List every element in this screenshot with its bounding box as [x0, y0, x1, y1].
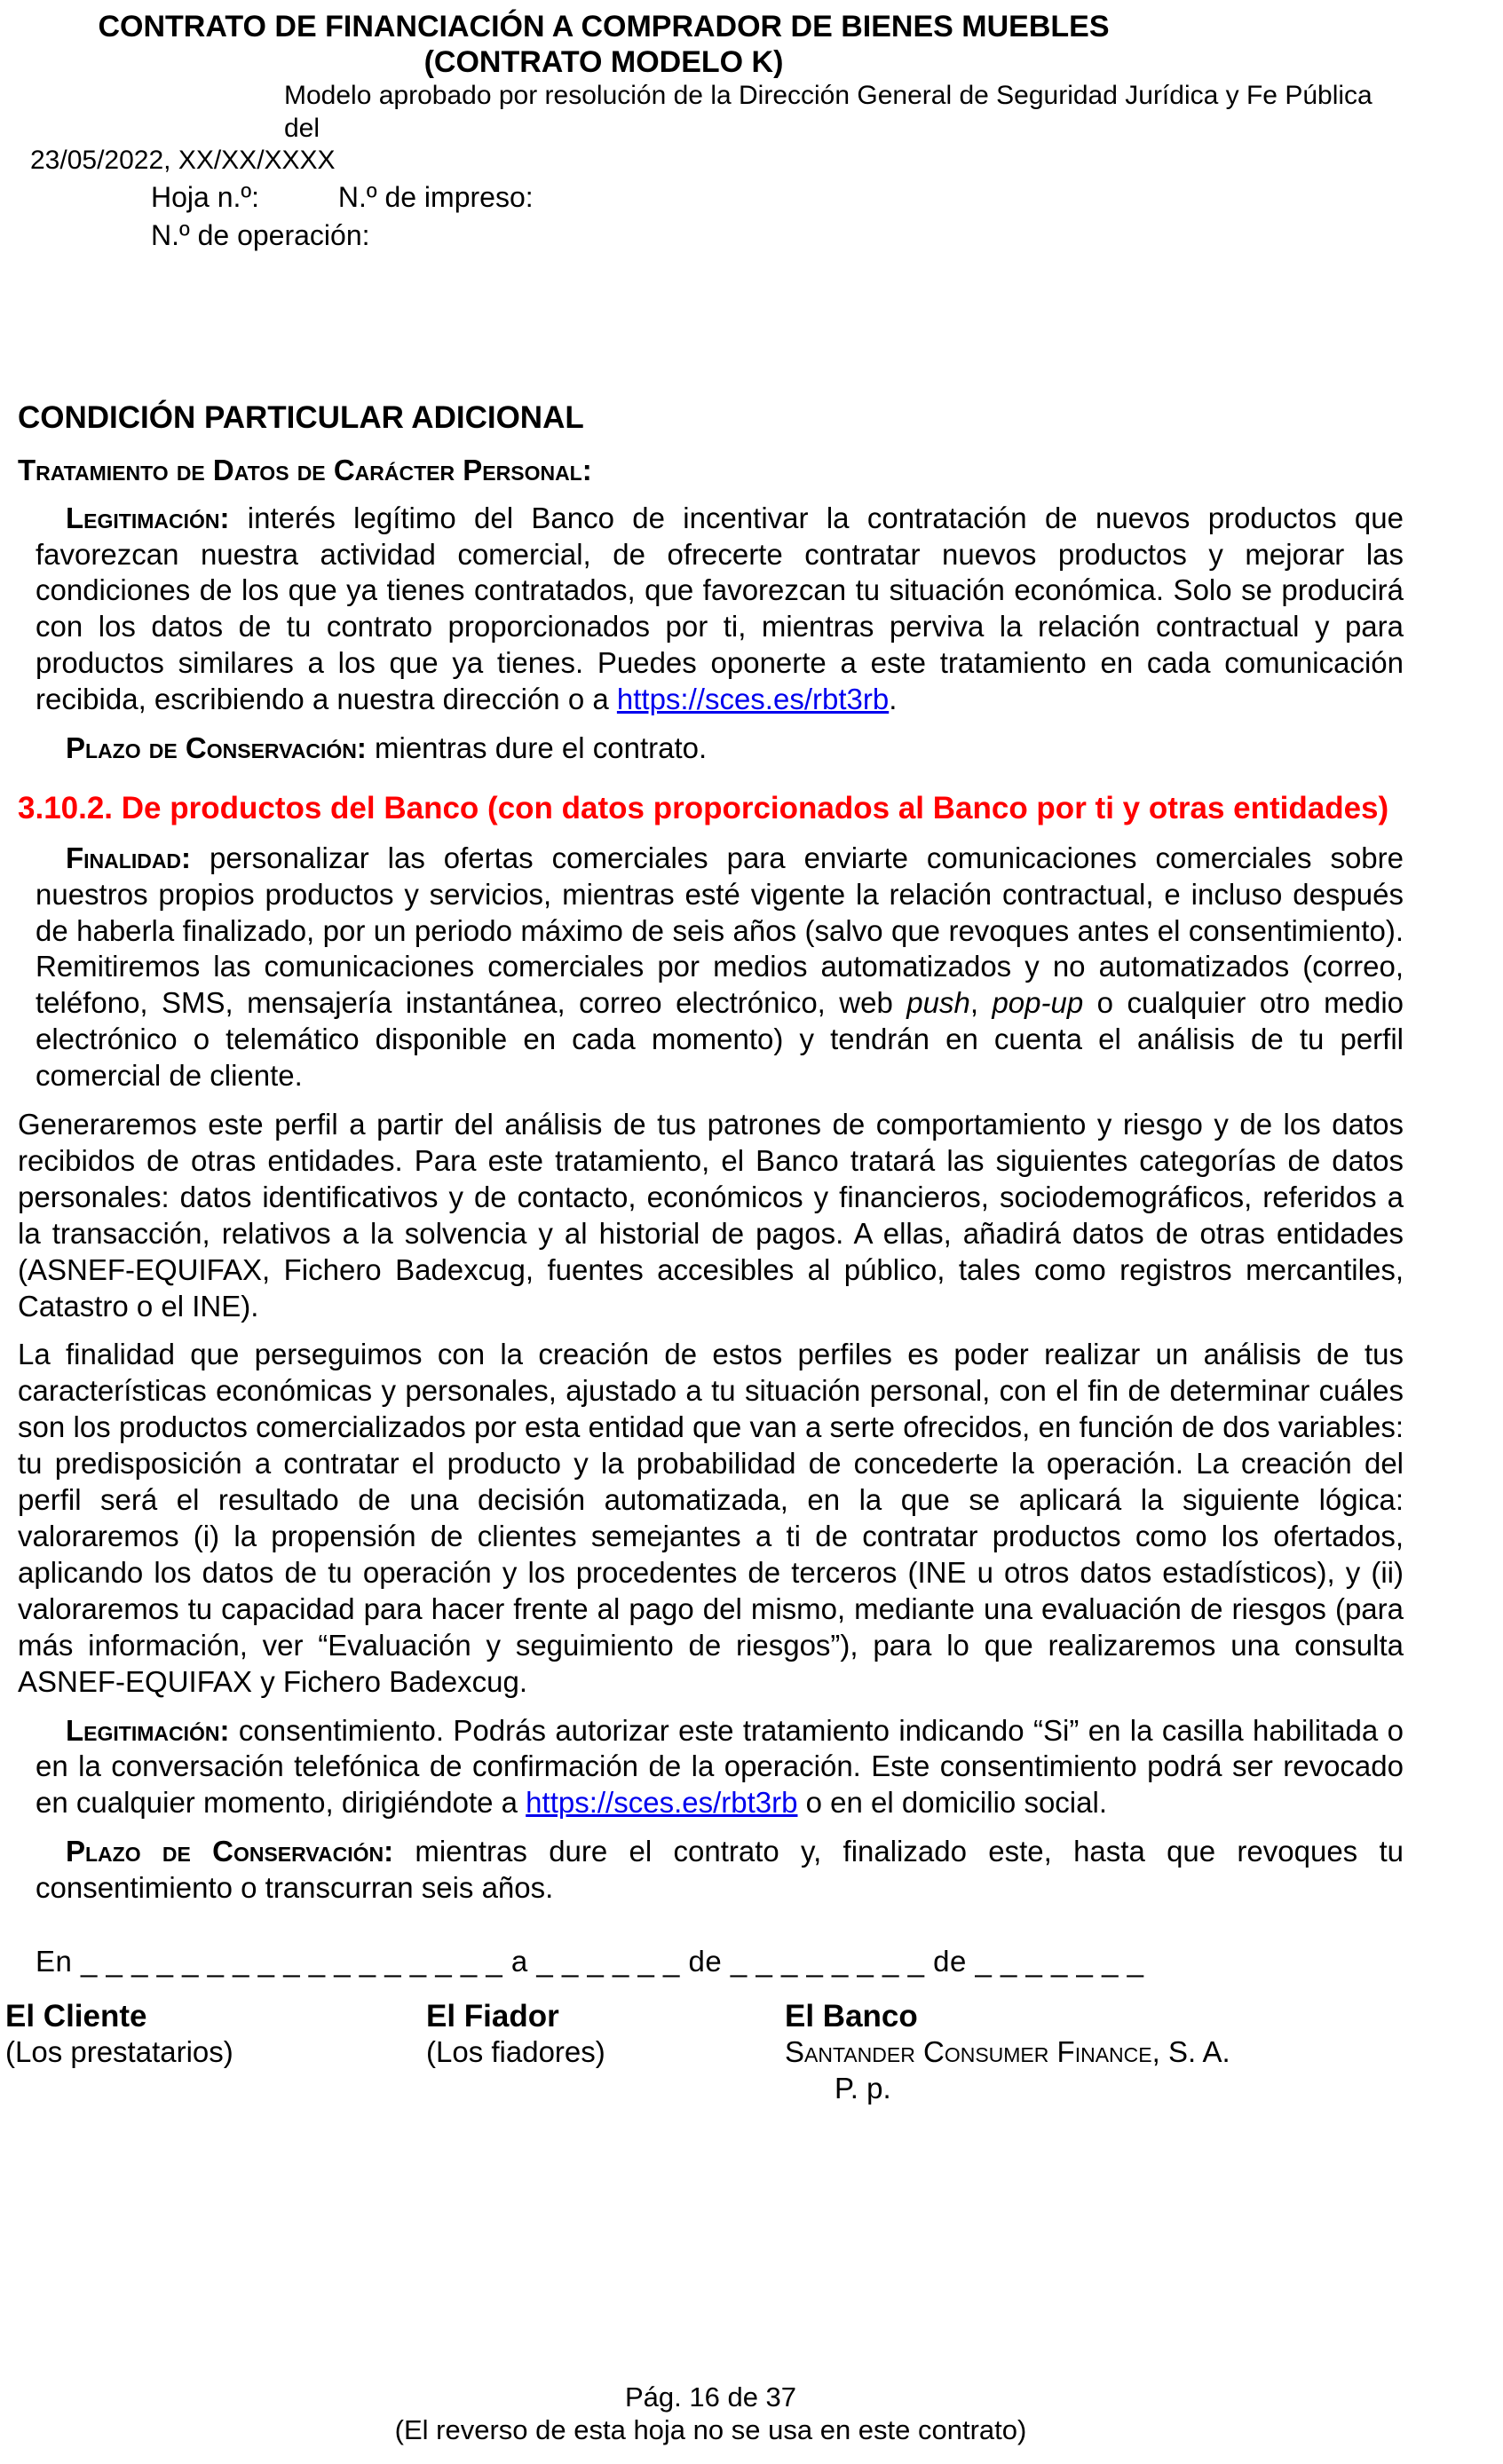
guarantor-title: El Fiador: [426, 1998, 559, 2034]
finalidad-label: Finalidad:: [66, 841, 192, 874]
paragraph-generaremos-perfil: Generaremos este perfil a partir del análisis de tus patrones de comportamiento y riesgo y de los datos recibidos de otras entidades. Para este tratamiento, el Banco tratará las siguientes categorías de datos personales: datos identificativos y de contacto, económicos y financieros, sociodemográficos, referidos a la transacción, relativos a la solvencia y al historial de pagos. A ellas, añadirá datos de otras entidades (ASNEF-EQUIFAX, Fichero Badexcug, fuentes accesibles al público, tales como registros mercantiles, Catastro o el INE).: [18, 1108, 1404, 1323]
client-title: El Cliente: [5, 1998, 147, 2034]
sces-link-2[interactable]: https://sces.es/rbt3rb: [526, 1786, 798, 1820]
sces-link-1[interactable]: https://sces.es/rbt3rb: [616, 683, 890, 716]
signature-block: [5, 1998, 1404, 2106]
page-footer: [18, 2381, 1404, 2446]
paragraph-finalidad-perfiles: La finalidad que perseguimos con la creación de estos perfiles es poder realizar un análisis de tus características económicas y personales, ajustado a tu situación personal, con el fin de determinar cuáles son los productos comercializados por esta entidad que van a serte ofrecidos, en función de dos variables: tu predisposición a contratar el producto y la probabilidad de concederte la operación. La creación del perfil será el resultado de una decisión automatizada, en la que se aplicará la siguiente lógica: valoraremos (i) la propensión de clientes semejantes a ti de contratar productos como los ofertados, aplicando los datos de tu operación y los procedentes de terceros (INE u otros datos estadísticos), y (ii) valoraremos tu capacidad para hacer frente al pago del mismo, mediante una evaluación de riesgos (para más información, ver “Evaluación y seguimiento de riesgos”), para lo que realizaremos una consulta ASNEF-EQUIFAX y Fichero Badexcug.: [18, 1338, 1404, 1698]
document-model-subtitle: (CONTRATO MODELO K): [423, 45, 784, 80]
paragraph-plazo-conservacion-1: [36, 731, 1404, 767]
signature-guarantor-column: [426, 1998, 785, 2106]
legitimacion-text-2: consentimiento. Podrás autorizar este tratamiento indicando “Si” en la casilla habilitada o en la conversación telefónica de confirmación de la operación. Este consentimiento podrá ser revocado en cualquier momento, dirigiéndote a: [36, 1713, 1404, 1820]
paragraph-legitimacion-1: [36, 501, 1404, 718]
bank-title: El Banco: [785, 1998, 918, 2034]
finalidad-italic-push: push: [906, 986, 970, 1020]
paragraph-finalidad: [36, 841, 1404, 1094]
plazo-label-1: Plazo de Conservación:: [66, 731, 367, 765]
guarantor-subtitle: (Los fiadores): [426, 2035, 605, 2069]
finalidad-text-2: ,: [969, 986, 993, 1020]
finalidad-text-3: o cualquier otro medio electrónico o telemático disponible en cada momento) y tendrán en cuenta el análisis de tu perfil comercial de cliente.: [36, 986, 1404, 1093]
section-title-condicion-particular: CONDICIÓN PARTICULAR ADICIONAL: [18, 400, 584, 436]
document-header: [18, 9, 1404, 253]
legitimacion-after-2: o en el domicilio social.: [797, 1786, 1107, 1820]
print-number-label: N.º de impreso:: [337, 181, 534, 213]
signature-bank-column: [785, 1998, 1404, 2106]
legitimacion-label-1: Legitimación:: [66, 501, 230, 534]
signature-client-column: [5, 1998, 426, 2106]
approval-date: 23/05/2022, XX/XX/XXXX: [30, 146, 336, 176]
approval-text: Modelo aprobado por resolución de la Dirección General de Seguridad Jurídica y Fe Pública del: [284, 81, 1372, 143]
paragraph-legitimacion-2: [36, 1713, 1404, 1822]
document-title-block: [18, 9, 1190, 80]
finalidad-text-1: personalizar las ofertas comerciales para enviarte comunicaciones comerciales sobre nuestros propios productos y servicios, mientras esté vigente la relación contractual, e incluso después de haberla finalizado, por un periodo máximo de seis años (salvo que revoques antes el consentimiento). Remitiremos las comunicaciones comerciales por medios automatizados y no automatizados (correo, teléfono, SMS, mensajería instantánea, correo electrónico, web: [36, 841, 1404, 1020]
bank-pp-label: P. p.: [835, 2071, 891, 2105]
plazo-text-2: mientras dure el contrato y, finalizado este, hasta que revoques tu consentimiento o transcurran seis años.: [36, 1835, 1404, 1905]
document-title: CONTRATO DE FINANCIACIÓN A COMPRADOR DE BIENES MUEBLES: [98, 10, 1110, 43]
finalidad-italic-popup: pop-up: [992, 986, 1084, 1020]
sheet-number-label: Hoja n.º:: [151, 181, 259, 213]
footer-note: (El reverso de esta hoja no se usa en este contrato): [394, 2413, 1027, 2445]
operation-number-label: N.º de operación:: [151, 219, 370, 252]
client-subtitle: (Los prestatarios): [5, 2035, 233, 2069]
page-number: Pág. 16 de 37: [624, 2381, 797, 2413]
bank-name: Santander Consumer Finance, S. A.: [785, 2035, 1230, 2069]
plazo-label-2: Plazo de Conservación:: [66, 1835, 394, 1868]
legitimacion-label-2: Legitimación:: [66, 1713, 230, 1747]
plazo-text-1: mientras dure el contrato.: [366, 731, 708, 765]
signature-date-line: En _ _ _ _ _ _ _ _ _ _ _ _ _ _ _ _ _ a _ _ _ _ _ _ de _ _ _ _ _ _ _ _ de _ _ _ _ _ _ _: [36, 1945, 1144, 1978]
paragraph-plazo-conservacion-2: [36, 1834, 1404, 1907]
legitimacion-after-1: .: [889, 683, 898, 716]
form-fields-row: [151, 180, 1404, 215]
section-title-tratamiento-datos: Tratamiento de Datos de Carácter Personal:: [18, 454, 592, 487]
legitimacion-text-1: interés legítimo del Banco de incentivar la contratación de nuevos productos que favorezcan nuestra actividad comercial, de ofrecerte contratar nuevos productos y mejorar las condiciones de los que ya tienes contratados, que favorezcan tu situación económica. Solo se producirá con los datos de tu contrato proporcionados por ti, mientras perviva la relación contractual y para productos similares a los que ya tienes. Puedes oponerte a este tratamiento en cada comunicación recibida, escribiendo a nuestra dirección o a: [36, 501, 1404, 716]
heading-3-10-2: 3.10.2. De productos del Banco (con datos proporcionados al Banco por ti y otras entidades): [18, 791, 1389, 825]
